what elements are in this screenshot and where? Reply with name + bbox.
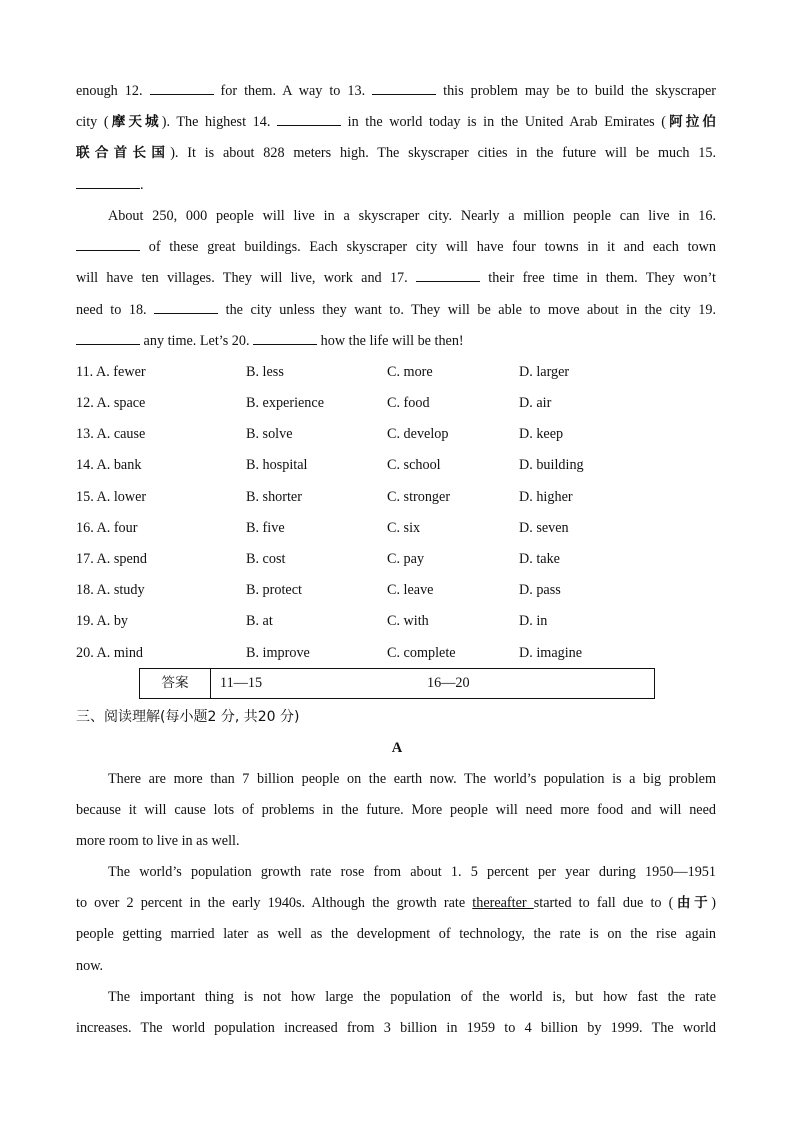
option-b: B. shorter [246,489,302,505]
option-row-15 [76,482,716,513]
blank-14 [277,113,341,126]
cloze-paragraph-2 [76,201,716,357]
option-d: D. pass [519,582,561,598]
option-d: D. higher [519,489,573,505]
blank-19 [76,332,140,345]
option-a: 18. A. study [76,582,145,598]
answer-range-16-20: 16—20 [427,675,470,691]
blank-20 [253,332,317,345]
option-d: D. air [519,395,552,411]
text-line: need to 18. the city unless they want to. They will be able to move about in the city 19. [76,301,716,318]
text-line: city (摩天城). The highest 14. in the world today is in the United Arab Emirates (阿拉伯 [76,114,717,131]
option-c: C. stronger [387,489,451,505]
option-a: 12. A. space [76,395,146,411]
text-line: to over 2 percent in the early 1940s. Although the growth rate thereafter started to fall due to (由于) [76,895,716,912]
option-row-18 [76,575,716,606]
option-c: C. more [387,364,433,380]
option-b: B. at [246,613,273,629]
option-c: C. leave [387,582,434,598]
option-b: B. experience [246,395,324,411]
option-b: B. protect [246,582,302,598]
text-line: increases. The world population increased from 3 billion in 1959 to 4 billion by 1999. The world [76,1020,716,1037]
option-row-19 [76,606,716,637]
option-b: B. less [246,364,284,380]
option-b: B. cost [246,551,286,567]
option-a: 14. A. bank [76,457,142,473]
option-c: C. food [387,395,430,411]
text-line: people getting married later as well as the development of technology, the rate is on the rise again [76,926,716,943]
option-row-20 [76,638,716,669]
option-b: B. five [246,520,285,536]
option-c: C. school [387,457,441,473]
option-d: D. keep [519,426,564,442]
option-d: D. building [519,457,584,473]
reading-paragraph-2 [76,857,716,982]
text-line: About 250, 000 people will live in a skyscraper city. Nearly a million people can live in 16. [108,208,716,224]
text-line: The important thing is not how large the population of the world is, but how fast the rate [108,989,716,1005]
blank-17 [416,269,480,282]
section-title: 三、阅读理解(每小题2 分, 共20 分) [76,709,300,725]
answer-table [139,668,655,699]
text-line: The world’s population growth rate rose from about 1. 5 percent per year during 1950—1951 [108,864,716,880]
blank-16 [76,238,140,251]
blank-18 [154,301,218,314]
option-row-11 [76,357,716,388]
blank-15 [76,176,140,189]
text-line: more room to live in as well. [76,833,240,850]
text-line: 联合首长国). It is about 828 meters high. The skyscraper cities in the future will be much 15. [76,145,717,162]
underlined-word: thereafter [472,895,534,912]
answer-label: 答案 [140,669,211,698]
blank-12 [150,82,214,95]
option-row-17 [76,544,716,575]
option-d: D. seven [519,520,569,536]
answer-range-11-15: 11—15 [220,675,263,691]
option-a: 11. A. fewer [76,364,146,380]
option-d: D. larger [519,364,570,380]
option-row-14 [76,450,716,481]
option-c: C. pay [387,551,425,567]
option-a: 15. A. lower [76,489,147,505]
text-line: because it will cause lots of problems in the future. More people will need more food and will need [76,802,716,819]
option-b: B. hospital [246,457,308,473]
option-a: 19. A. by [76,613,129,629]
option-c: C. with [387,613,429,629]
option-row-16 [76,513,716,544]
text-line: There are more than 7 billion people on the earth now. The world’s population is a big problem [108,771,716,787]
option-b: B. improve [246,645,310,661]
option-row-13 [76,419,716,450]
option-d: D. in [519,613,548,629]
passage-title: A [391,740,403,756]
blank-13 [372,82,436,95]
text-line: enough 12. for them. A way to 13. this problem may be to build the skyscraper [76,83,716,99]
option-b: B. solve [246,426,293,442]
option-a: 20. A. mind [76,645,144,661]
option-a: 16. A. four [76,520,138,536]
text-line: any time. Let’s 20. how the life will be then! [76,326,716,357]
text-line: . [76,170,716,201]
option-c: C. develop [387,426,449,442]
reading-paragraph-3 [76,982,716,1044]
text-line: will have ten villages. They will live, work and 17. their free time in them. They won’t [76,270,716,287]
option-a: 17. A. spend [76,551,147,567]
option-c: C. complete [387,645,456,661]
text-line: now. [76,957,104,974]
option-c: C. six [387,520,421,536]
option-d: D. imagine [519,645,583,661]
option-d: D. take [519,551,560,567]
reading-paragraph-1 [76,764,716,858]
text-line: of these great buildings. Each skyscraper city will have four towns in it and each town [76,232,716,263]
option-a: 13. A. cause [76,426,146,442]
cloze-paragraph-1 [76,76,716,201]
option-row-12 [76,388,716,419]
